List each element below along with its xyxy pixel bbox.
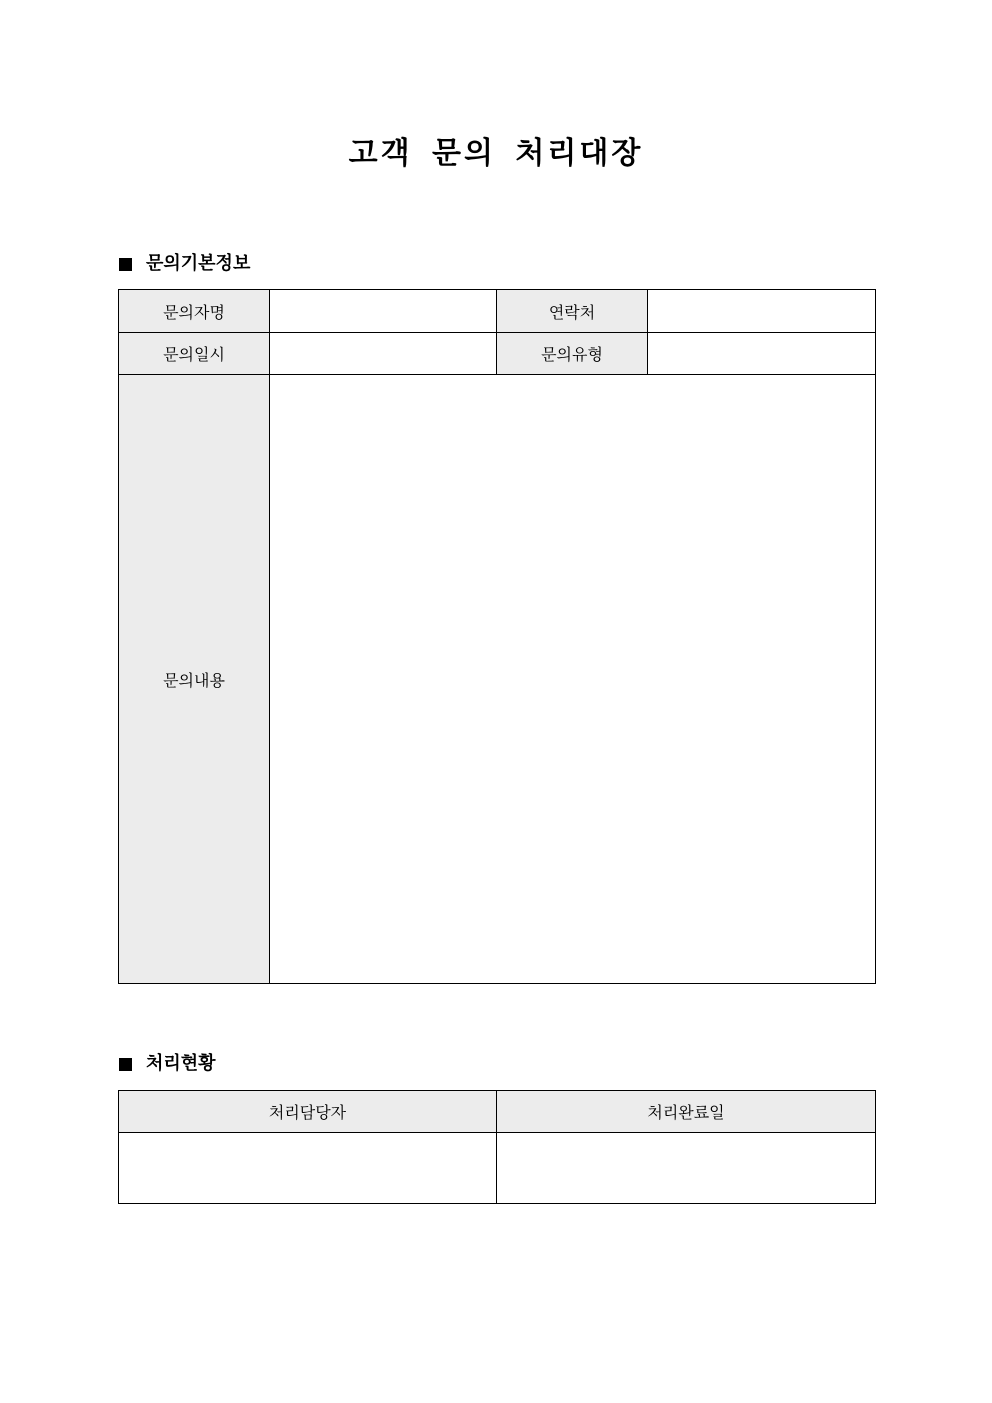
section-heading-label: 문의기본정보 (146, 253, 251, 274)
processing-status-table (118, 1090, 876, 1204)
table-header-row (119, 1091, 876, 1133)
completion-date-field[interactable] (497, 1133, 876, 1204)
handler-field[interactable] (119, 1133, 497, 1204)
section-heading-processing-status (119, 1051, 216, 1077)
page-title: 고객 문의 처리대장 (348, 136, 644, 171)
contact-label: 연락처 (497, 290, 648, 333)
inquiry-datetime-label: 문의일시 (119, 333, 270, 375)
basic-info-table (118, 289, 876, 984)
inquirer-name-field[interactable] (270, 290, 497, 333)
section-heading-basic-info (119, 251, 250, 277)
completion-date-column-header: 처리완료일 (497, 1091, 876, 1133)
contact-field[interactable] (648, 290, 876, 333)
handler-column-header: 처리담당자 (119, 1091, 497, 1133)
table-row (119, 375, 876, 984)
section-heading-label: 처리현황 (146, 1053, 216, 1074)
table-row (119, 333, 876, 375)
inquiry-datetime-field[interactable] (270, 333, 497, 375)
inquiry-type-field[interactable] (648, 333, 876, 375)
square-bullet-icon (119, 1058, 132, 1071)
table-row (119, 290, 876, 333)
inquiry-type-label: 문의유형 (497, 333, 648, 375)
table-row (119, 1133, 876, 1204)
inquiry-content-field[interactable] (270, 375, 876, 984)
square-bullet-icon (119, 258, 132, 271)
inquirer-name-label: 문의자명 (119, 290, 270, 333)
inquiry-content-label: 문의내용 (119, 375, 270, 984)
